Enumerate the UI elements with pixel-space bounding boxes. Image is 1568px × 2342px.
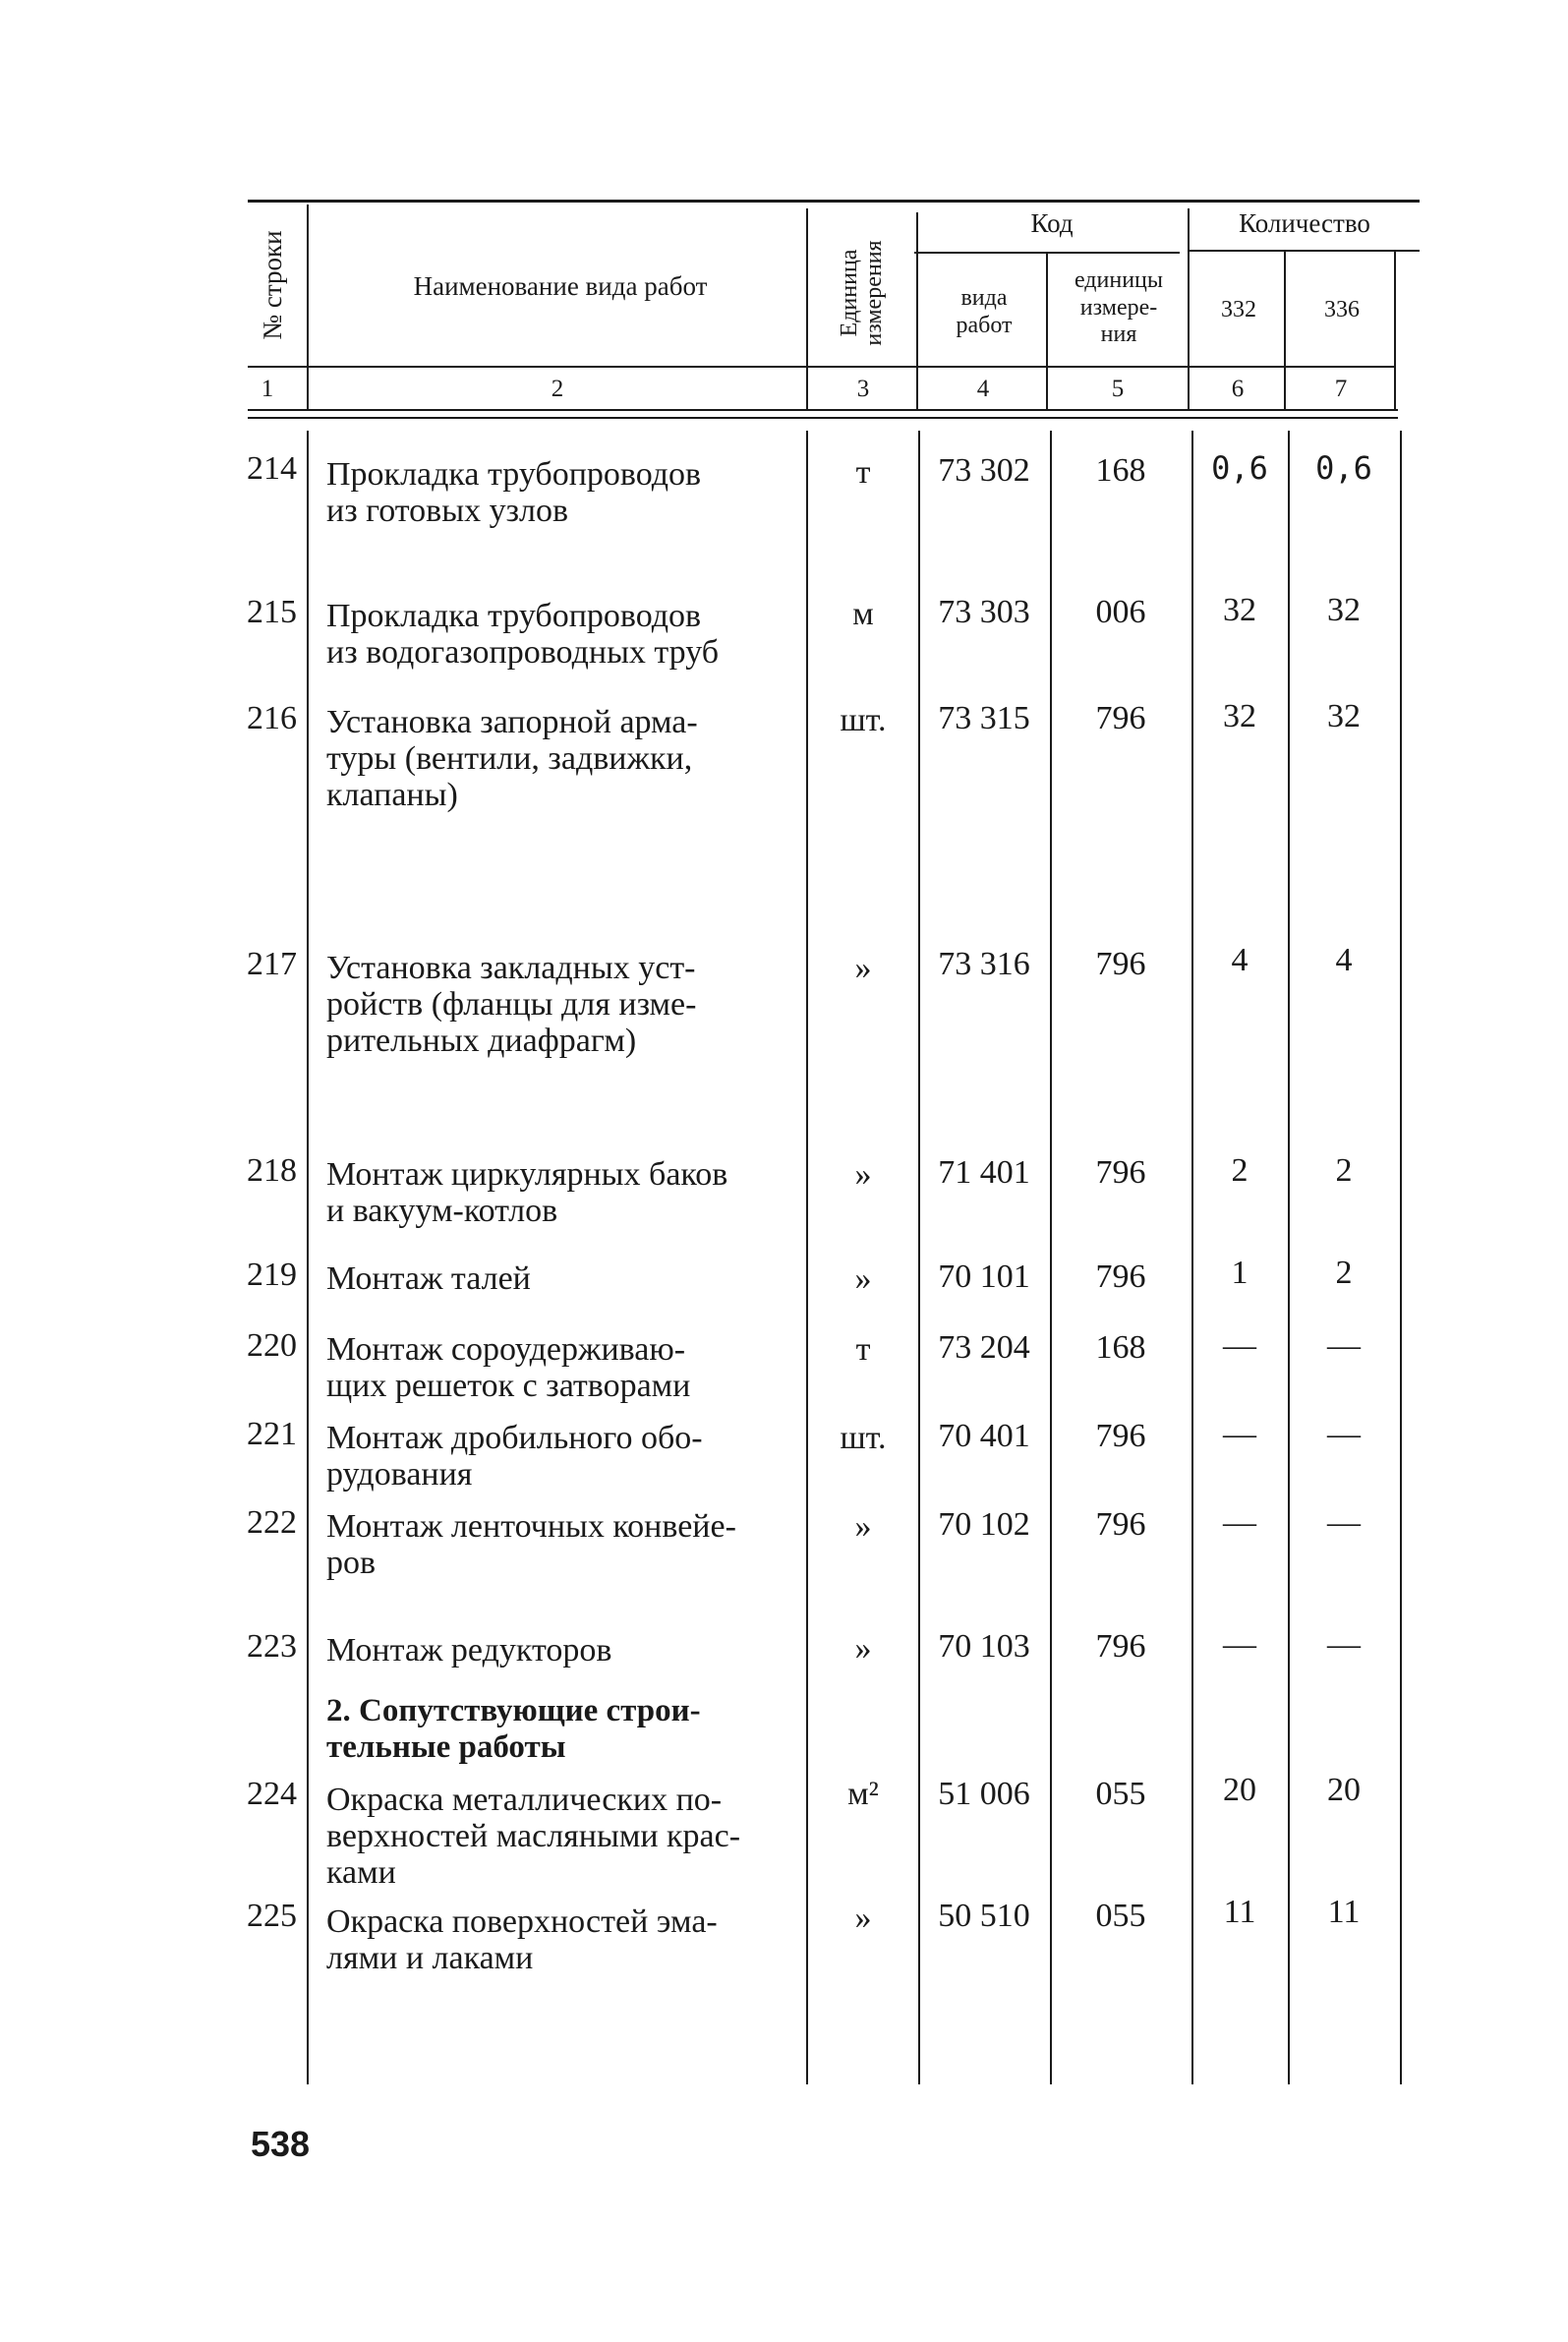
qty-332-cell: — xyxy=(1223,1504,1256,1541)
qty-332-cell: 0,6 xyxy=(1211,449,1268,487)
work-code-cell: 73 316 xyxy=(938,946,1030,982)
work-name: Прокладка трубопроводов из готовых узлов xyxy=(326,456,702,529)
column-number-1: 1 xyxy=(261,376,274,402)
row-number: 218 xyxy=(247,1152,297,1189)
qty-336-cell: 32 xyxy=(1327,698,1361,734)
unit-cell: » xyxy=(854,1630,872,1667)
row-number: 224 xyxy=(247,1776,297,1812)
qty-332-cell: — xyxy=(1223,1327,1256,1364)
page-number: 538 xyxy=(251,2124,311,2164)
row-number: 225 xyxy=(247,1898,297,1934)
work-code-cell: 50 510 xyxy=(938,1898,1030,1934)
column-number-6: 6 xyxy=(1231,376,1245,402)
unit-code-cell: 168 xyxy=(1095,452,1146,489)
header-qty-332: 332 xyxy=(1221,297,1256,322)
header-code-group: Код xyxy=(1030,208,1074,238)
qty-332-cell: 20 xyxy=(1223,1772,1256,1808)
work-name: Окраска металлических по- верхностей масляными крас- ками xyxy=(326,1782,741,1891)
work-code-cell: 73 315 xyxy=(938,700,1030,736)
column-number-5: 5 xyxy=(1111,376,1125,402)
qty-336-cell: 32 xyxy=(1327,592,1361,628)
header-bottom-rule xyxy=(248,366,1396,368)
qty-336-cell: 11 xyxy=(1327,1894,1361,1930)
row-number: 215 xyxy=(247,594,297,630)
work-code-cell: 70 103 xyxy=(938,1628,1030,1665)
qty-332-cell: — xyxy=(1223,1416,1256,1452)
qty-332-cell: — xyxy=(1223,1626,1256,1663)
row-number: 223 xyxy=(247,1628,297,1665)
qty-336-cell: — xyxy=(1327,1504,1361,1541)
work-code-cell: 73 204 xyxy=(938,1329,1030,1366)
work-code-cell: 73 303 xyxy=(938,594,1030,630)
qty-336-cell: — xyxy=(1327,1327,1361,1364)
row-number: 216 xyxy=(247,700,297,736)
unit-cell: шт. xyxy=(840,702,887,738)
colnum-bottom-rule-1 xyxy=(248,409,1398,411)
unit-code-cell: 796 xyxy=(1095,1506,1146,1543)
body-vline-2 xyxy=(806,431,808,2084)
work-name: Установка закладных уст- ройств (фланцы для изме- рительных диафрагм) xyxy=(326,950,697,1059)
unit-code-cell: 006 xyxy=(1095,594,1146,630)
unit-cell: т xyxy=(855,454,871,491)
row-number: 222 xyxy=(247,1504,297,1541)
work-code-cell: 71 401 xyxy=(938,1154,1030,1191)
body-vline-4 xyxy=(1050,431,1052,2084)
work-code-cell: 70 101 xyxy=(938,1259,1030,1295)
unit-cell: м² xyxy=(847,1776,879,1812)
column-number-7: 7 xyxy=(1334,376,1348,402)
header-row-number: № строки xyxy=(258,230,287,340)
column-number-3: 3 xyxy=(856,376,870,402)
unit-code-cell: 055 xyxy=(1095,1776,1146,1812)
work-code-cell: 70 102 xyxy=(938,1506,1030,1543)
header-work-name: Наименование вида работ xyxy=(413,271,708,301)
header-code-unit: единицы измере- ния xyxy=(1074,267,1164,348)
unit-cell: » xyxy=(854,1900,872,1936)
work-name: Окраска поверхностей эма- лями и лаками xyxy=(326,1903,718,1976)
qty-332-cell: 4 xyxy=(1231,942,1249,978)
unit-code-cell: 796 xyxy=(1095,946,1146,982)
row-number: 221 xyxy=(247,1416,297,1452)
unit-cell: » xyxy=(854,1508,872,1545)
row-number: 214 xyxy=(247,450,297,487)
unit-code-cell: 796 xyxy=(1095,1154,1146,1191)
unit-cell: » xyxy=(854,1260,872,1297)
qty-332-cell: 32 xyxy=(1223,698,1256,734)
body-vline-7 xyxy=(1400,431,1402,2084)
row-number: 217 xyxy=(247,946,297,982)
unit-cell: » xyxy=(854,1156,872,1193)
qty-336-cell: 4 xyxy=(1335,942,1353,978)
work-name: Прокладка трубопроводов из водогазопроводных труб xyxy=(326,598,720,671)
work-name: Монтаж ленточных конвейе- ров xyxy=(326,1508,736,1581)
unit-code-cell: 168 xyxy=(1095,1329,1146,1366)
work-name: Монтаж дробильного обо- рудования xyxy=(326,1420,703,1493)
qty-336-cell: — xyxy=(1327,1416,1361,1452)
qty-332-cell: 32 xyxy=(1223,592,1256,628)
unit-code-cell: 796 xyxy=(1095,700,1146,736)
header-quantity-group: Количество xyxy=(1239,208,1370,238)
row-number: 220 xyxy=(247,1327,297,1364)
unit-code-cell: 055 xyxy=(1095,1898,1146,1934)
work-name: Монтаж талей xyxy=(326,1260,531,1297)
colnum-bottom-rule-2 xyxy=(248,417,1398,419)
qty-336-cell: 2 xyxy=(1335,1152,1353,1189)
unit-cell: шт. xyxy=(840,1420,887,1456)
work-name: Монтаж редукторов xyxy=(326,1632,612,1669)
qty-group-rule xyxy=(1190,250,1420,252)
column-number-2: 2 xyxy=(551,376,564,402)
qty-332-cell: 1 xyxy=(1231,1255,1249,1291)
work-name: Монтаж циркулярных баков и вакуум-котлов xyxy=(326,1156,728,1229)
work-code-cell: 51 006 xyxy=(938,1776,1030,1812)
work-name: Монтаж сороудерживаю- щих решеток с затворами xyxy=(326,1331,691,1404)
unit-code-cell: 796 xyxy=(1095,1259,1146,1295)
table-top-rule xyxy=(248,200,1420,203)
header-code-work: вида работ xyxy=(956,285,1013,338)
qty-336-cell: 20 xyxy=(1327,1772,1361,1808)
body-vline-1 xyxy=(307,431,309,2084)
work-code-cell: 70 401 xyxy=(938,1418,1030,1454)
column-number-4: 4 xyxy=(976,376,990,402)
body-vline-3 xyxy=(918,431,920,2084)
qty-332-cell: 11 xyxy=(1223,1894,1256,1930)
work-code-cell: 73 302 xyxy=(938,452,1030,489)
unit-code-cell: 796 xyxy=(1095,1418,1146,1454)
qty-332-cell: 2 xyxy=(1231,1152,1249,1189)
unit-code-cell: 796 xyxy=(1095,1628,1146,1665)
header-unit: Единица измерения xyxy=(837,240,888,346)
unit-cell: » xyxy=(854,950,872,986)
qty-336-cell: — xyxy=(1327,1626,1361,1663)
unit-cell: т xyxy=(855,1331,871,1368)
unit-cell: м xyxy=(852,596,874,632)
qty-336-cell: 2 xyxy=(1335,1255,1353,1291)
work-name: Установка запорной арма- туры (вентили, задвижки, клапаны) xyxy=(326,704,698,813)
header-qty-336: 336 xyxy=(1324,297,1360,322)
qty-336-cell: 0,6 xyxy=(1315,449,1372,487)
row-number: 219 xyxy=(247,1257,297,1293)
section-heading: 2. Сопутствующие строи- тельные работы xyxy=(326,1693,701,1765)
